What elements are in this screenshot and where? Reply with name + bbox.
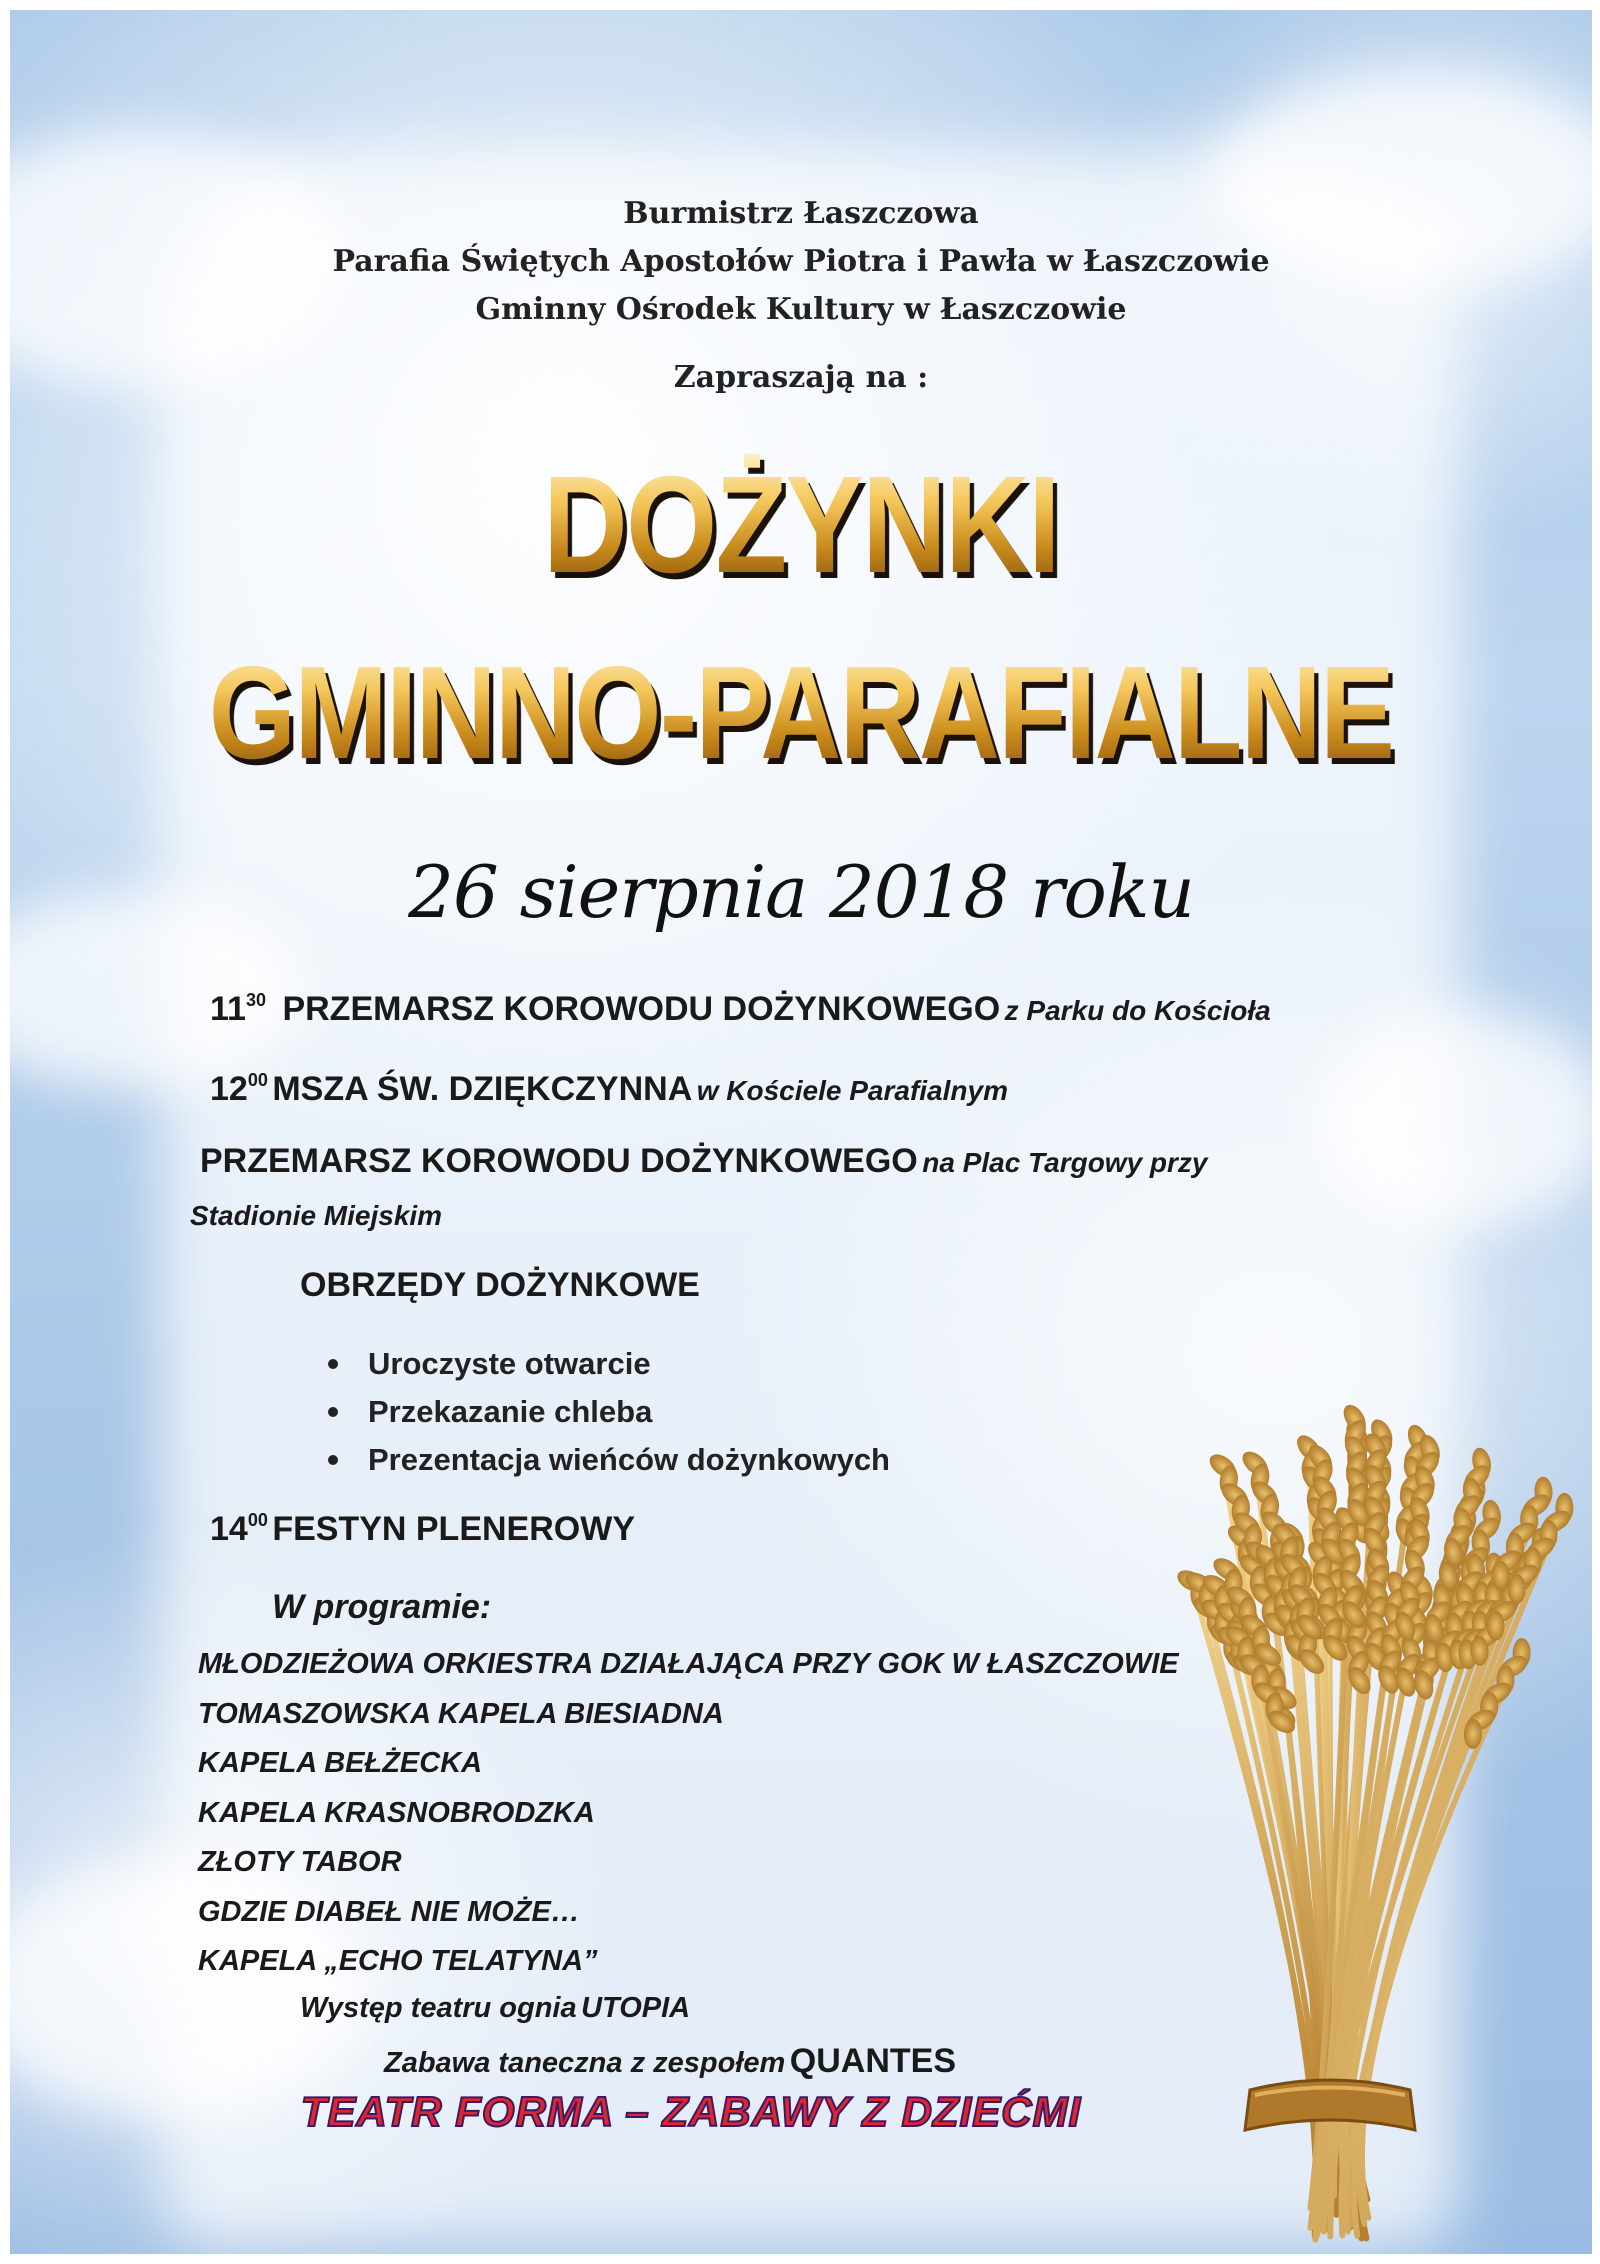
title-line-2: GMINNO-PARAFIALNE — [129, 638, 1474, 788]
schedule-title: FESTYN PLENEROWY — [272, 1510, 636, 1548]
fire-show-line — [300, 1992, 690, 2025]
schedule-item-procession-2 — [200, 1142, 1208, 1181]
schedule-detail: w Kościele Parafialnym — [696, 1075, 1008, 1106]
list-item: Prezentacja wieńców dożynkowych — [328, 1436, 890, 1484]
schedule-item-procession-2-cont — [190, 1200, 442, 1232]
schedule-title: MSZA ŚW. DZIĘKCZYNNA — [272, 1070, 693, 1108]
poster — [10, 10, 1592, 2254]
list-item: ZŁOTY TABOR — [198, 1846, 402, 1878]
dance-band: QUANTES — [789, 2042, 956, 2080]
dance-line — [384, 2042, 956, 2081]
schedule-item-festival — [210, 1510, 635, 1549]
schedule-detail-cont: Stadionie Miejskim — [190, 1200, 443, 1231]
fire-show-prefix: Występ teatru ognia — [300, 1992, 577, 2024]
program-heading-text: W programie: — [272, 1588, 492, 1626]
schedule-hour: 11 — [210, 990, 246, 1028]
list-item: KAPELA BEŁŻECKA — [198, 1747, 483, 1779]
schedule-item-procession-1 — [210, 990, 1271, 1029]
list-item: MŁODZIEŻOWA ORKIESTRA DZIAŁAJĄCA PRZY GOK W ŁASZCZOWIE — [198, 1648, 1179, 1680]
schedule-minutes: 00 — [247, 1510, 268, 1530]
schedule-item-mass — [210, 1070, 1008, 1109]
finale-banner: TEATR FORMA – ZABAWY Z DZIEĆMI — [300, 2088, 1082, 2135]
schedule-detail: z Parku do Kościoła — [1004, 995, 1271, 1026]
schedule-minutes: 00 — [247, 1070, 268, 1090]
list-item: Przekazanie chleba — [328, 1388, 890, 1436]
organizer-mayor: Burmistrz Łaszczowa — [623, 196, 979, 231]
rites-list — [328, 1340, 890, 1484]
schedule-minutes: 30 — [245, 990, 266, 1010]
event-date: 26 sierpnia 2018 roku — [408, 850, 1194, 934]
title-line-1: DOŻYNKI — [129, 450, 1474, 600]
invite-text: Zapraszają na : — [673, 360, 929, 395]
list-item: KAPELA „ECHO TELATYNA” — [198, 1945, 598, 1977]
schedule-detail: na Plac Targowy przy — [922, 1147, 1208, 1178]
schedule-title: PRZEMARSZ KOROWODU DOŻYNKOWEGO — [200, 1142, 918, 1180]
list-item: GDZIE DIABEŁ NIE MOŻE… — [198, 1895, 580, 1928]
list-item: TOMASZOWSKA KAPELA BIESIADNA — [198, 1697, 724, 1730]
fire-show-name: UTOPIA — [581, 1992, 691, 2024]
schedule-hour: 12 — [210, 1070, 248, 1108]
list-item: Uroczyste otwarcie — [328, 1340, 890, 1388]
schedule-title: PRZEMARSZ KOROWODU DOŻYNKOWEGO — [282, 990, 1001, 1028]
dance-prefix: Zabawa taneczna z zespołem — [384, 2047, 786, 2079]
program-heading — [272, 1588, 491, 1627]
program-list — [198, 1640, 1179, 1987]
poster-content — [10, 10, 1592, 2254]
list-item: KAPELA KRASNOBRODZKA — [198, 1796, 595, 1829]
organizer-parish: Parafia Świętych Apostołów Piotra i Pawła w Łaszczowie — [332, 244, 1270, 279]
rites-heading-text: OBRZĘDY DOŻYNKOWE — [300, 1266, 700, 1304]
schedule-hour: 14 — [210, 1510, 248, 1548]
rites-heading — [300, 1266, 700, 1305]
organizer-culture-center: Gminny Ośrodek Kultury w Łaszczowie — [475, 292, 1127, 327]
